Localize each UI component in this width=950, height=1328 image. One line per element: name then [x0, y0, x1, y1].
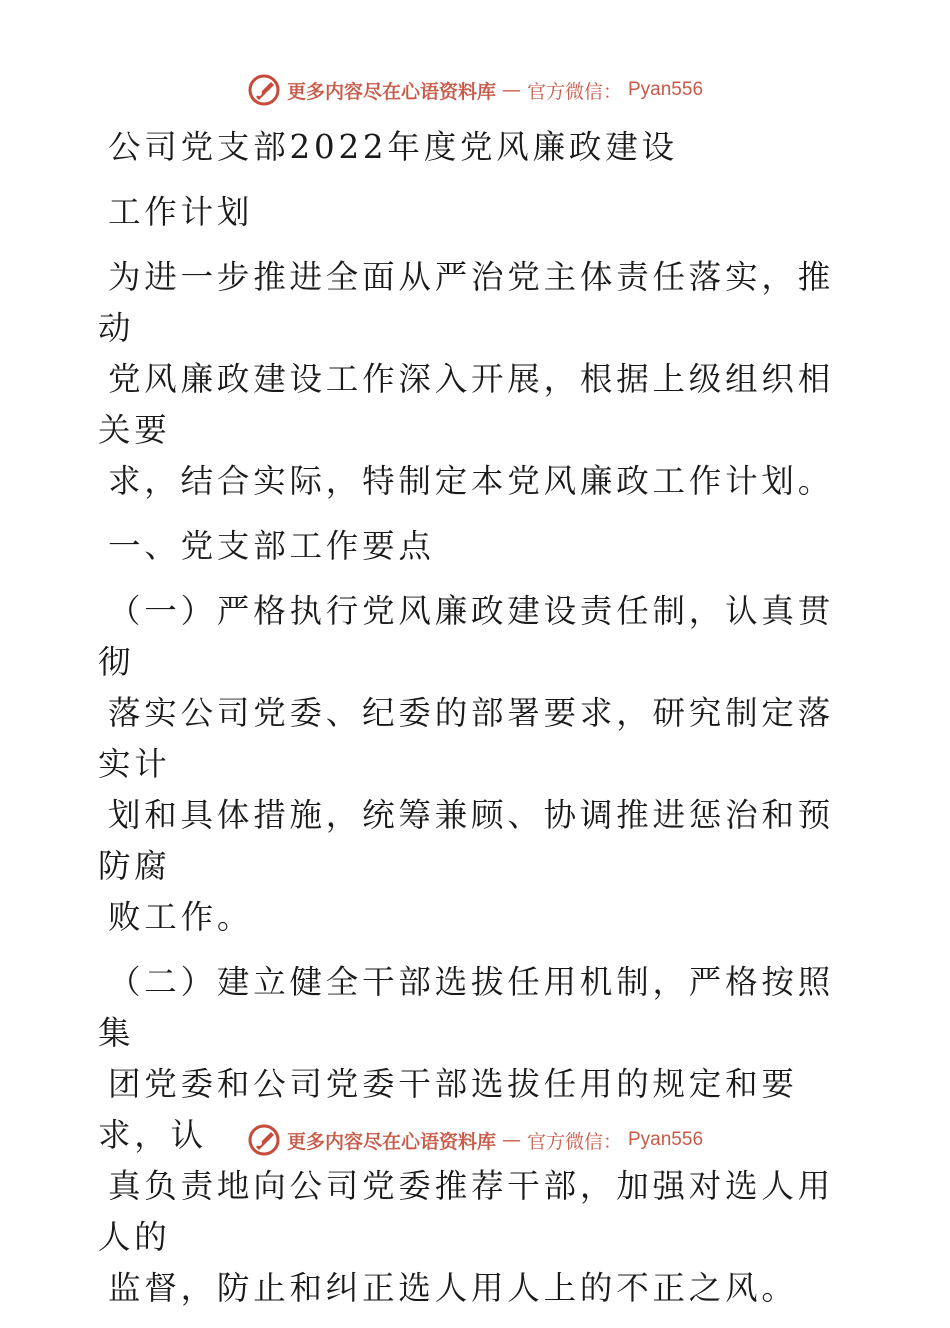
intro-paragraph: [98, 252, 858, 507]
item-one-line: 败工作。: [108, 898, 254, 936]
brand-logo-icon: [247, 1123, 281, 1157]
watermark-footer: [0, 1120, 950, 1160]
item-two-line: 团党委和公司党委干部选拔任用的规定和要求，认: [98, 1065, 798, 1154]
brand-logo-icon: [247, 73, 281, 107]
document-title-line1: 公司党支部2022年度党风廉政建设: [108, 128, 678, 166]
watermark-contact-id: Pyan556: [628, 79, 704, 100]
watermark-contact-label: 官方微信：: [526, 1130, 622, 1153]
watermark-contact-label: 官方微信：: [526, 80, 622, 103]
intro-line: 党风廉政建设工作深入开展，根据上级组织相关要: [98, 360, 835, 449]
item-one-paragraph: [98, 586, 858, 943]
watermark-header: [0, 70, 950, 110]
item-two-line: （二）建立健全干部选拔任用机制，严格按照集: [98, 963, 835, 1052]
watermark-text: 更多内容尽在心语资料库: [286, 1130, 496, 1153]
item-one-line: （一）严格执行党风廉政建设责任制，认真贯彻: [98, 592, 835, 681]
watermark-separator: —: [501, 79, 521, 101]
intro-line: 为进一步推进全面从严治党主体责任落实，推动: [98, 258, 835, 347]
watermark-separator: —: [501, 1129, 521, 1151]
intro-line: 求，结合实际，特制定本党风廉政工作计划。: [108, 462, 835, 500]
item-two-line: 监督，防止和纠正选人用人上的不正之风。: [108, 1269, 798, 1307]
watermark-contact-id: Pyan556: [628, 1129, 704, 1150]
item-one-line: 划和具体措施，统筹兼顾、协调推进惩治和预防腐: [98, 796, 835, 885]
watermark-text: 更多内容尽在心语资料库: [286, 80, 496, 103]
section-heading: 一、党支部工作要点: [108, 527, 435, 565]
item-two-line: 真负责地向公司党委推荐干部，加强对选人用人的: [98, 1167, 835, 1256]
document-title-line2: 工作计划: [108, 193, 254, 231]
item-one-line: 落实公司党委、纪委的部署要求，研究制定落实计: [98, 694, 835, 783]
